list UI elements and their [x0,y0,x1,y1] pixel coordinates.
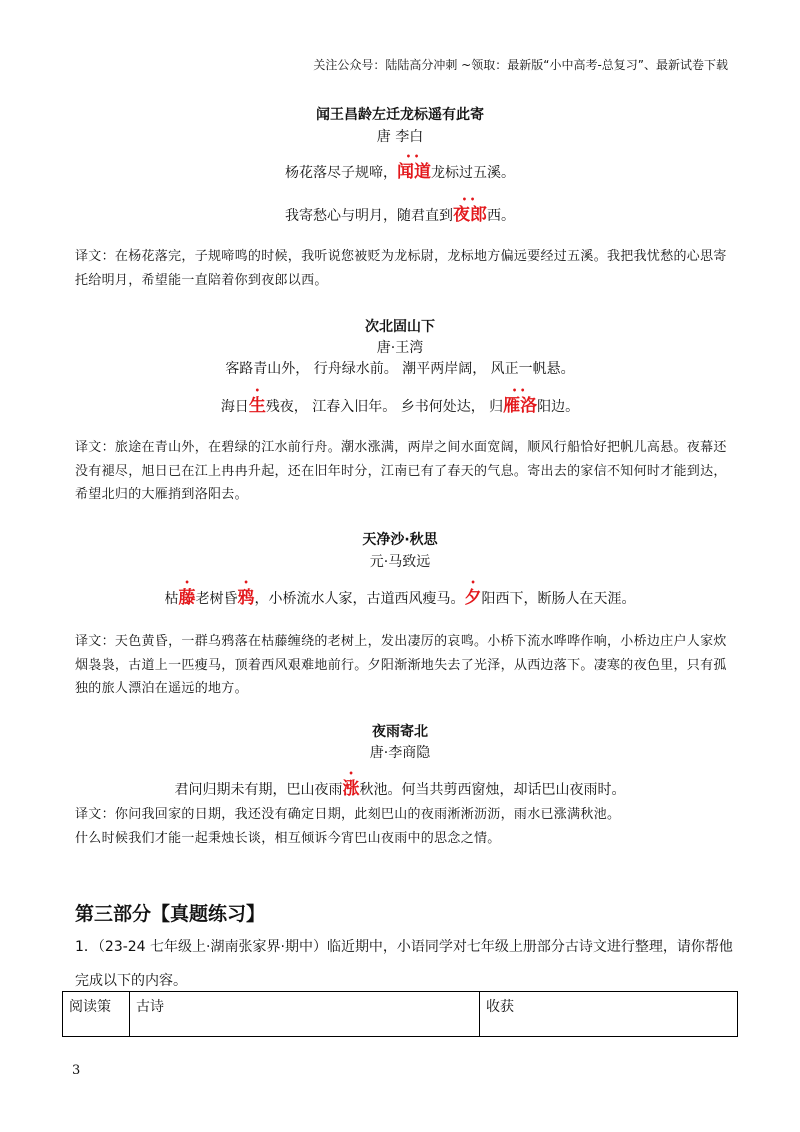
table-cell: 古诗 [130,992,480,1037]
highlighted-word: 涨 [342,779,360,799]
translation-paragraph: 译文：天色黄昏，一群乌鸦落在枯藤缠绕的老树上，发出凄厉的哀鸣。小桥下流水哗哗作响，小桥边庄户人家炊烟袅袅，古道上一匹瘦马，顶着西风艰难地前行。夕阳渐渐地失去了光泽，从西边落下。凄寒的夜色里，只有孤独的旅人漂泊在遥远的地方。 [75,634,727,696]
poem-line: 枯藤老树昏鸦，小桥流水人家，古道西风瘦马。夕阳西下，断肠人在天涯。 [164,588,636,608]
poem-line: 海日生残夜， 江春入旧年。 乡书何处达， 归•• 雁洛阳边。 [0,391,800,416]
poem-line: 君问归期未有期，巴山夜雨涨秋池。何当共剪西窗烛，却话巴山夜雨时。 [174,779,626,799]
highlighted-word: 藤 [178,588,196,608]
question-text: 1．（23-24 七年级上·湖南张家界·期中）临近期中，小语同学对七年级上册部分古诗文进行整理，请你帮他完成以下的内容。 [75,939,733,989]
section-heading: 第三部分【真题练习】 [75,903,266,925]
highlighted-word: •• 夜郎 [453,205,487,225]
highlighted-word: •• 雁洛 [503,396,537,416]
poem-line: 我寄愁心与明月，随君直到•• 夜郎西。 [0,200,800,225]
translation-paragraph: 译文：在杨花落完，子规啼鸣的时候，我听说您被贬为龙标尉，龙标地方偏远要经过五溪。我把我忧愁的心思寄托给明月，希望能一直陪着你到夜郎以西。 [75,249,727,288]
table-row [63,992,738,1037]
page-header: 关注公众号：陆陆高分冲刺 ~领取：最新版“小中高考-总复习”、最新试卷下载 [313,58,728,72]
table-cell: 收获 [480,992,738,1037]
highlighted-word: 鸦 [237,588,255,608]
poem-author: 唐 李白 [376,129,424,145]
translation-line: 什么时候我们才能一起秉烛长谈，相互倾诉今宵巴山夜雨中的思念之情。 [75,831,501,846]
page-number: 3 [72,1063,81,1078]
table-cell: 阅读策 [63,992,130,1037]
poem-title: 闻王昌龄左迁龙标遥有此寄 [316,107,484,123]
highlighted-word: 生 [248,396,266,416]
poem-title: 次北固山下 [365,319,435,335]
poem-title: 天净沙·秋思 [362,532,438,548]
poem-line: 客路青山外， 行舟绿水前。 潮平两岸阔， 风正一帆悬。 [225,361,575,377]
translation-line: 译文：你问我回家的日期，我还没有确定日期，此刻巴山的夜雨淅淅沥沥，雨水已涨满秋池。 [75,807,621,822]
highlighted-word: •• 闻道 [397,162,431,182]
poem-author: 唐·王湾 [376,340,424,356]
poem-line: 杨花落尽子规啼，•• 闻道龙标过五溪。 [0,157,800,182]
answer-table [62,991,738,1037]
translation-paragraph: 译文：旅途在青山外，在碧绿的江水前行舟。潮水涨满，两岸之间水面宽阔，顺风行船恰好把帆儿高悬。夜幕还没有褪尽，旭日已在江上冉冉升起，还在旧年时分，江南已有了春天的气息。寄出去的家信不知何时才能到达，希望北归的大雁捎到洛阳去。 [75,440,727,502]
highlighted-word: 夕 [464,588,482,608]
poem-title: 夜雨寄北 [372,724,428,740]
poem-author: 唐·李商隐 [369,745,431,761]
poem-author: 元·马致远 [369,554,431,570]
